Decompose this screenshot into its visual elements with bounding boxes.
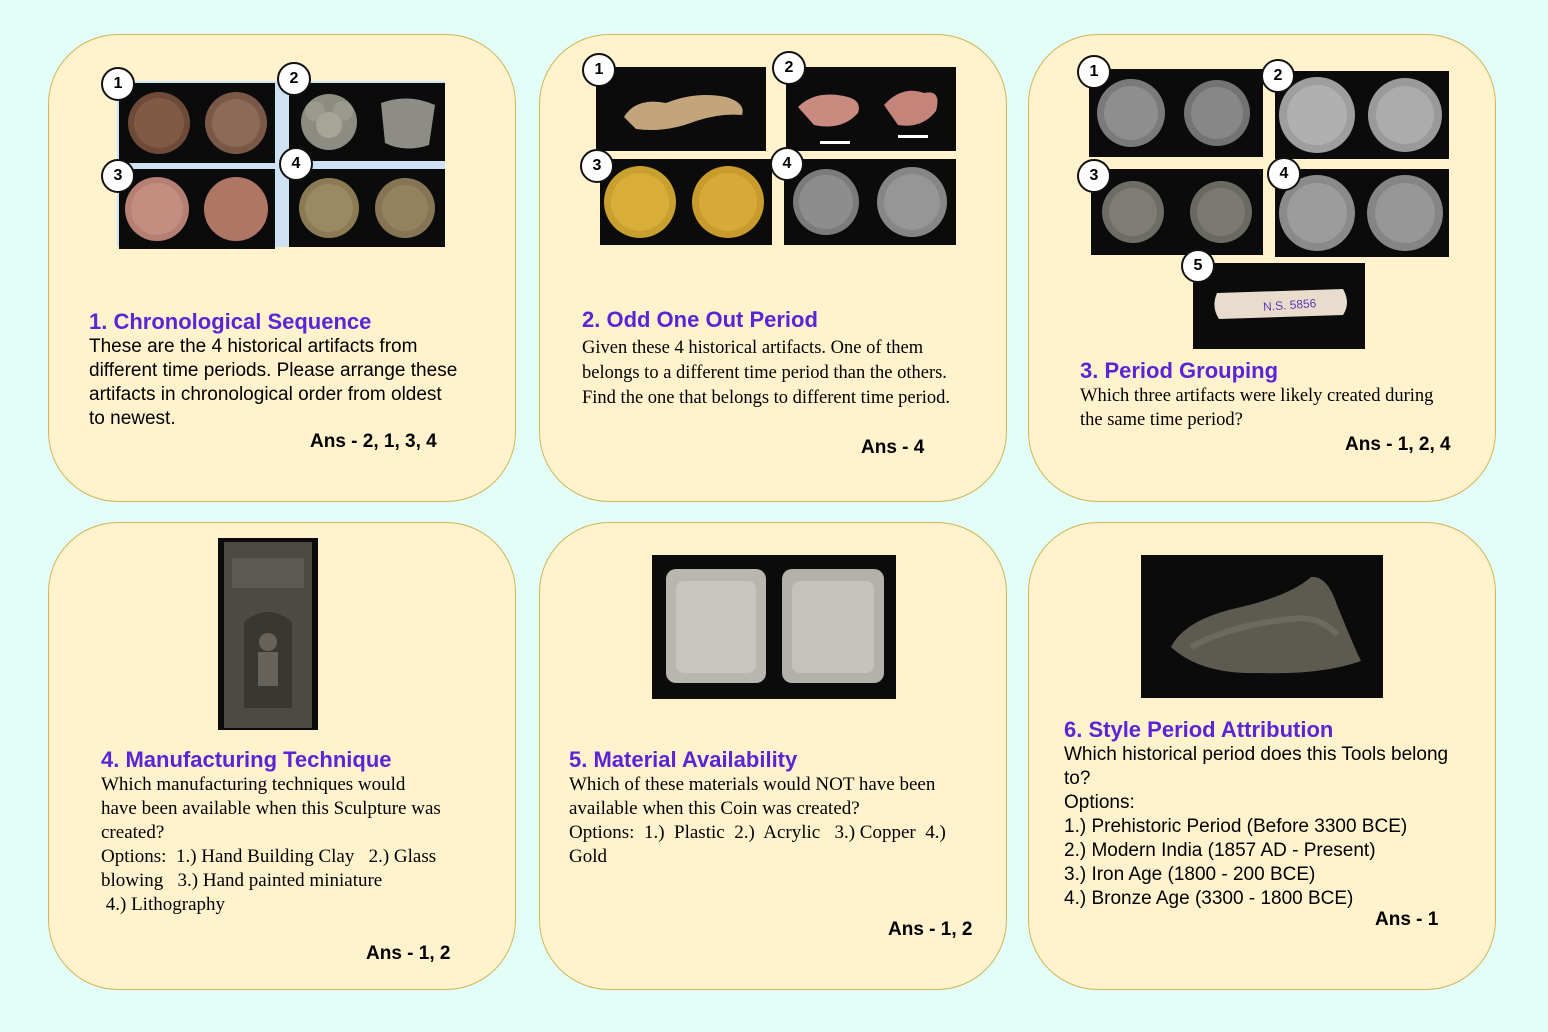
description-line: Options: 1.) Plastic 2.) Acrylic 3.) Copper 4.) xyxy=(569,822,946,843)
artifact-2-animal-figurines xyxy=(786,67,956,151)
description-line: These are the 4 historical artifacts from xyxy=(89,336,418,357)
description-line: belongs to a different time period than the others. xyxy=(582,363,947,383)
card-description xyxy=(582,336,950,411)
card-odd-one-out-period xyxy=(539,34,1007,502)
badge-3: 3 xyxy=(580,149,614,183)
description-line: Find the one that belongs to different time period. xyxy=(582,388,951,408)
description-line: 1.) Prehistoric Period (Before 3300 BCE) xyxy=(1064,816,1408,837)
coin-photo xyxy=(652,555,896,699)
card-description xyxy=(1064,743,1448,911)
description-line: to newest. xyxy=(89,408,176,429)
card-manufacturing-technique xyxy=(48,522,516,990)
card-description xyxy=(101,773,441,917)
description-line: 4.) Lithography xyxy=(101,894,226,915)
description-line: available when this Coin was created? xyxy=(569,798,860,819)
artifact-4-coin-pair xyxy=(289,169,445,247)
description-line: to? xyxy=(1064,768,1091,789)
card-description xyxy=(89,335,457,431)
description-line: Which three artifacts were likely created during xyxy=(1080,386,1434,406)
badge-4: 4 xyxy=(279,147,313,181)
badge-1: 1 xyxy=(101,67,135,101)
description-line: blowing 3.) Hand painted miniature xyxy=(101,870,383,891)
card-title: 4. Manufacturing Technique xyxy=(101,747,392,772)
description-line: Given these 4 historical artifacts. One of them xyxy=(582,338,924,358)
artifact-1-coin-pair xyxy=(1089,69,1263,157)
badge-4: 4 xyxy=(1267,157,1301,191)
card-description xyxy=(569,773,946,869)
badge-1: 1 xyxy=(1077,55,1111,89)
card-period-grouping xyxy=(1028,34,1496,502)
card-description xyxy=(1080,384,1433,432)
description-line: Which historical period does this Tools belong xyxy=(1064,744,1449,765)
description-line: Options: xyxy=(1064,792,1135,813)
artifact-5-labeled-stone xyxy=(1193,263,1365,349)
badge-2: 2 xyxy=(277,62,311,96)
description-line: the same time period? xyxy=(1080,410,1243,430)
description-line: created? xyxy=(101,822,165,843)
stone-tool-photo xyxy=(1141,555,1383,698)
artifact-2-terracotta-pair xyxy=(289,83,445,161)
card-style-period-attribution xyxy=(1028,522,1496,990)
artifact-3-seal-pair xyxy=(119,169,275,249)
description-line: Which of these materials would NOT have been xyxy=(569,774,936,795)
badge-2: 2 xyxy=(772,51,806,85)
description-line: artifacts in chronological order from oldest xyxy=(89,384,442,405)
card-title: 5. Material Availability xyxy=(569,747,798,772)
badge-4: 4 xyxy=(770,147,804,181)
badge-1: 1 xyxy=(582,53,616,87)
stone-label: N.S. 5856 xyxy=(1262,296,1317,314)
description-line: Options: 1.) Hand Building Clay 2.) Glass xyxy=(101,846,437,867)
card-title: 3. Period Grouping xyxy=(1080,358,1279,383)
description-line: Which manufacturing techniques would xyxy=(101,774,406,795)
artifact-4-silver-coin-pair xyxy=(784,159,956,245)
card-title: 2. Odd One Out Period xyxy=(582,307,818,332)
card-chronological-sequence xyxy=(48,34,516,502)
artifact-1-coin-pair xyxy=(119,83,275,163)
answer-label: Ans - 1, 2, 4 xyxy=(1345,434,1451,455)
badge-3: 3 xyxy=(1077,159,1111,193)
description-line: 4.) Bronze Age (3300 - 1800 BCE) xyxy=(1064,888,1354,909)
sculpture-photo xyxy=(218,538,318,730)
card-title: 1. Chronological Sequence xyxy=(89,309,372,334)
description-line: 3.) Iron Age (1800 - 200 BCE) xyxy=(1064,864,1316,885)
artifact-1-terracotta-fragment xyxy=(596,67,766,151)
badge-2: 2 xyxy=(1261,59,1295,93)
badge-3: 3 xyxy=(101,159,135,193)
description-line: 2.) Modern India (1857 AD - Present) xyxy=(1064,840,1376,861)
answer-label: Ans - 4 xyxy=(861,437,925,458)
badge-5: 5 xyxy=(1181,249,1215,283)
artifact-2-coin-pair xyxy=(1275,71,1449,159)
answer-label: Ans - 2, 1, 3, 4 xyxy=(310,431,437,452)
answer-label: Ans - 1, 2 xyxy=(366,943,451,964)
artifact-3-coin-pair xyxy=(1091,169,1263,255)
answer-label: Ans - 1 xyxy=(1375,909,1439,930)
card-title: 6. Style Period Attribution xyxy=(1064,717,1334,742)
artifact-3-gold-coin-pair xyxy=(600,159,772,245)
card-material-availability xyxy=(539,522,1007,990)
description-line: different time periods. Please arrange these xyxy=(89,360,458,381)
description-line: have been available when this Sculpture was xyxy=(101,798,441,819)
description-line: Gold xyxy=(569,846,607,867)
artifact-4-coin-pair xyxy=(1275,169,1449,257)
answer-label: Ans - 1, 2 xyxy=(888,919,973,940)
